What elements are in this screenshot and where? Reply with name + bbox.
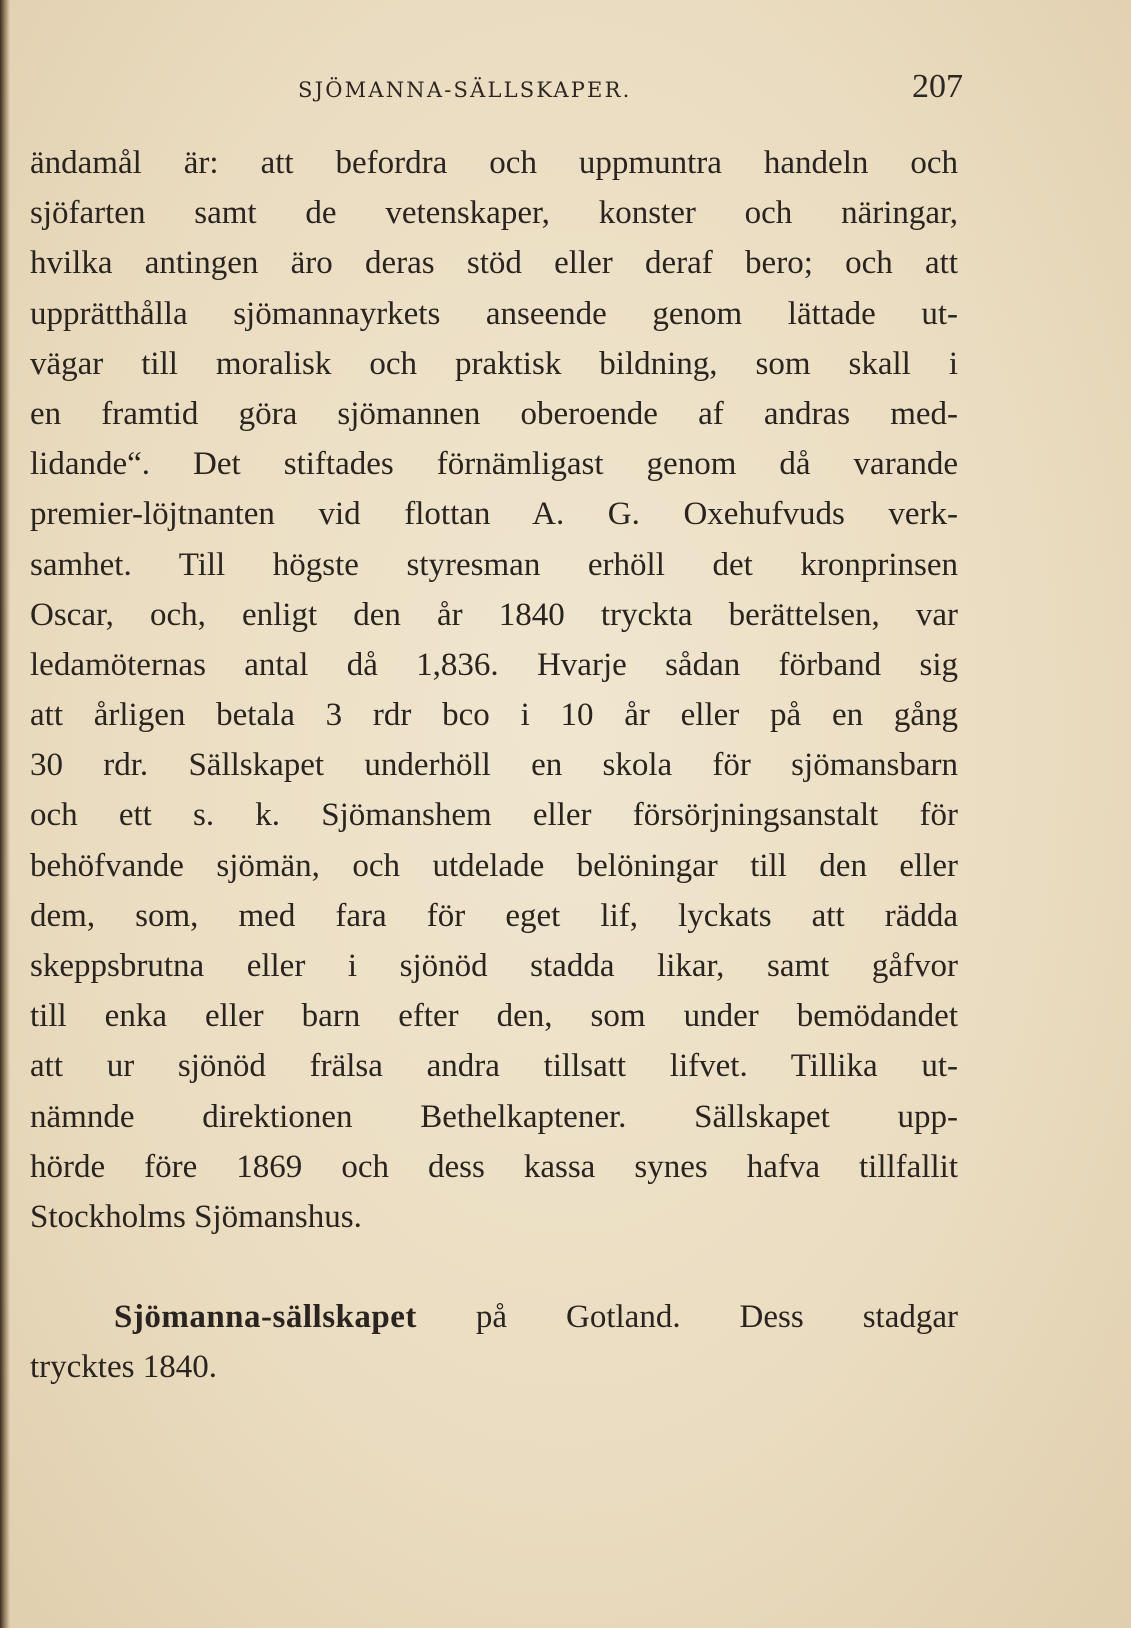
text-line: behöfvande sjömän, och utdelade belöningar till den eller (30, 847, 958, 884)
text-line: premier-löjtnanten vid flottan A. G. Oxehufvuds verk- (30, 496, 958, 533)
text-line: hvilka antingen äro deras stöd eller deraf bero; och att (30, 245, 958, 282)
text-line: samhet. Till högste styresman erhöll det kronprinsen (30, 546, 958, 583)
text-line: att årligen betala 3 rdr bco i 10 år eller på en gång (30, 697, 958, 734)
text-line: trycktes 1840. (30, 1349, 217, 1386)
text-line: dem, som, med fara för eget lif, lyckats att rädda (30, 897, 958, 934)
text-line: ledamöternas antal då 1,836. Hvarje sådan förband sig (30, 646, 958, 683)
text-line: nämnde direktionen Bethelkaptener. Sällskapet upp- (30, 1098, 958, 1135)
page-number: 207 (912, 68, 963, 105)
entry-heading-continuation: på Gotland. Dess stadgar (416, 1299, 958, 1335)
running-header (0, 68, 1131, 108)
text-line: och ett s. k. Sjömanshem eller försörjningsanstalt för (30, 797, 958, 834)
text-line: lidande“. Det stiftades förnämligast genom då varande (30, 446, 958, 483)
paragraph-2 (30, 1292, 958, 1392)
text-line: vägar till moralisk och praktisk bildning, som skall i (30, 345, 958, 382)
text-line: 30 rdr. Sällskapet underhöll en skola för sjömansbarn (30, 747, 958, 784)
text-line: till enka eller barn efter den, som under bemödandet (30, 998, 958, 1035)
text-line: Oscar, och, enligt den år 1840 tryckta berättelsen, var (30, 596, 958, 633)
text-line: ändamål är: att befordra och uppmuntra handeln och (30, 145, 958, 181)
text-line: en framtid göra sjömannen oberoende af andras med- (30, 395, 958, 432)
text-line (30, 1292, 958, 1342)
running-title: SJÖMANNA-SÄLLSKAPER. (298, 78, 632, 102)
paragraph-1 (30, 138, 958, 1242)
text-line: Stockholms Sjömanshus. (30, 1198, 362, 1235)
entry-heading: Sjömanna-sällskapet (114, 1299, 417, 1335)
text-line: sjöfarten samt de vetenskaper, konster och näringar, (30, 195, 958, 232)
text-line: upprätthålla sjömannayrkets anseende genom lättade ut- (30, 295, 958, 332)
text-line: att ur sjönöd frälsa andra tillsatt lifvet. Tillika ut- (30, 1048, 958, 1085)
text-line: skeppsbrutna eller i sjönöd stadda likar, samt gåfvor (30, 948, 958, 984)
text-line: hörde före 1869 och dess kassa synes hafva tillfallit (30, 1148, 958, 1185)
page-binding-edge (0, 0, 10, 1628)
